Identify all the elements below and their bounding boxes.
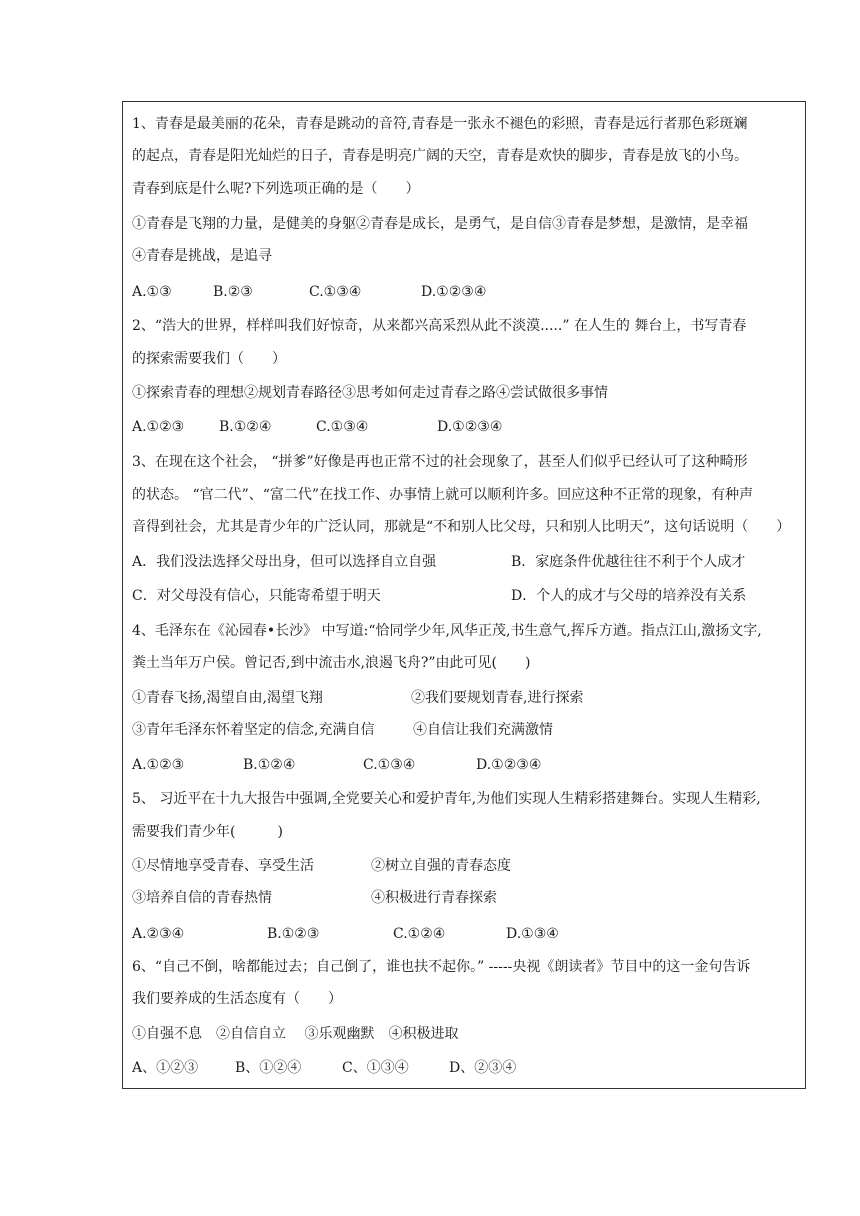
q1-option-a: A.①③ [132, 284, 172, 300]
q5-stem-line-2: 需要我们青少年( ) [132, 824, 283, 840]
q5-option-a: A.②③④ [132, 926, 185, 942]
q6-stem-line-1: 6、“自己不倒，啥都能过去；自己倒了，谁也扶不起你。” -----央视《朗读者》节目中的这一金句告诉 [132, 959, 751, 975]
q6-option-b: B、①②④ [235, 1060, 302, 1076]
q2-stem-line-2: 的探索需要我们（ ） [132, 351, 286, 367]
q4-stem-line-1: 4、毛泽东在《沁园春•长沙》 中写道:“恰同学少年,风华正茂,书生意气,挥斥方遒。指点江山,激扬文字, [132, 623, 762, 639]
q6-stem-line-2: 我们要养成的生活态度有（ ） [132, 991, 342, 1007]
q6-statements: ①自强不息 ②自信自立 ③乐观幽默 ④积极进取 [132, 1026, 459, 1042]
q3-option-b: B．家庭条件优越往往不利于个人成才 [511, 554, 746, 570]
q4-statement-1: ①青春飞扬,渴望自由,渴望飞翔 [132, 690, 323, 706]
q3-stem-line-1: 3、在现在这个社会， “拼爹”好像是再也正常不过的社会现象了，甚至人们似乎已经认可了这种畸形 [132, 454, 748, 470]
q5-statement-2: ②树立自强的青春态度 [371, 858, 511, 874]
q1-stem-line-3: 青春到底是什么呢?下列选项正确的是（ ） [132, 181, 420, 197]
q5-option-b: B.①②③ [267, 926, 320, 942]
q3-option-a: A．我们没法选择父母出身，但可以选择自立自强 [132, 554, 437, 570]
q2-stem-line-1: 2、“浩大的世界，样样叫我们好惊奇，从来都兴高采烈从此不淡漠.....” 在人生的 舞台上，书写青春 [132, 318, 747, 334]
q1-statements-line-2: ④青春是挑战，是追寻 [132, 248, 272, 264]
q1-option-b: B.②③ [213, 284, 253, 300]
q4-statement-2: ②我们要规划青春,进行探索 [411, 690, 584, 706]
q4-option-b: B.①②④ [243, 757, 296, 773]
q2-option-a: A.①②③ [132, 419, 185, 435]
q1-option-c: C.①③④ [309, 284, 362, 300]
q5-statement-1: ①尽情地享受青春、享受生活 [132, 858, 314, 874]
q3-option-d: D．个人的成才与父母的培养没有关系 [511, 588, 747, 604]
q1-stem-line-2: 的起点，青春是阳光灿烂的日子，青春是明亮广阔的天空，青春是欢快的脚步，青春是放飞的小鸟。 [132, 148, 748, 164]
q4-statement-3: ③青年毛泽东怀着坚定的信念,充满自信 [132, 722, 375, 738]
q6-option-a: A、①②③ [132, 1060, 199, 1076]
q2-option-c: C.①③④ [316, 419, 369, 435]
q5-option-c: C.①②④ [393, 926, 446, 942]
q2-statements: ①探索青春的理想②规划青春路径③思考如何走过青春之路④尝试做很多事情 [132, 385, 608, 401]
q5-stem-line-1: 5、 习近平在十九大报告中强调,全党要关心和爱护青年,为他们实现人生精彩搭建舞台。实现人生精彩, [132, 791, 761, 807]
q1-stem-line-1: 1、青春是最美丽的花朵，青春是跳动的音符,青春是一张永不褪色的彩照，青春是远行者那色彩斑斓 [132, 116, 748, 132]
q5-statement-4: ④积极进行青春探索 [371, 890, 497, 906]
q2-option-d: D.①②③④ [437, 419, 503, 435]
q3-stem-line-3: 音得到社会，尤其是青少年的广泛认同，那就是“不和别人比父母，只和别人比明天”，这句话说明（ ） [132, 519, 791, 535]
q4-option-d: D.①②③④ [476, 757, 542, 773]
q1-statements-line-1: ①青春是飞翔的力量，是健美的身躯②青春是成长，是勇气，是自信③青春是梦想，是激情，是幸福 [132, 216, 748, 232]
q3-stem-line-2: 的状态。 “官二代”、“富二代”在找工作、办事情上就可以顺利许多。回应这种不正常的现象，有种声 [132, 487, 754, 503]
q4-stem-line-2: 粪土当年万户侯。曾记否,到中流击水,浪遏飞舟?”由此可见( ) [132, 655, 531, 671]
q4-option-c: C.①③④ [363, 757, 416, 773]
q4-statement-4: ④自信让我们充满激情 [413, 722, 553, 738]
q5-option-d: D.①③④ [506, 926, 559, 942]
q6-option-d: D、②③④ [449, 1060, 517, 1076]
q5-statement-3: ③培养自信的青春热情 [132, 890, 272, 906]
q3-option-c: C．对父母没有信心，只能寄希望于明天 [132, 588, 381, 604]
q2-option-b: B.①②④ [219, 419, 272, 435]
q1-option-d: D.①②③④ [421, 284, 487, 300]
q6-option-c: C、①③④ [342, 1060, 409, 1076]
q4-option-a: A.①②③ [132, 757, 185, 773]
